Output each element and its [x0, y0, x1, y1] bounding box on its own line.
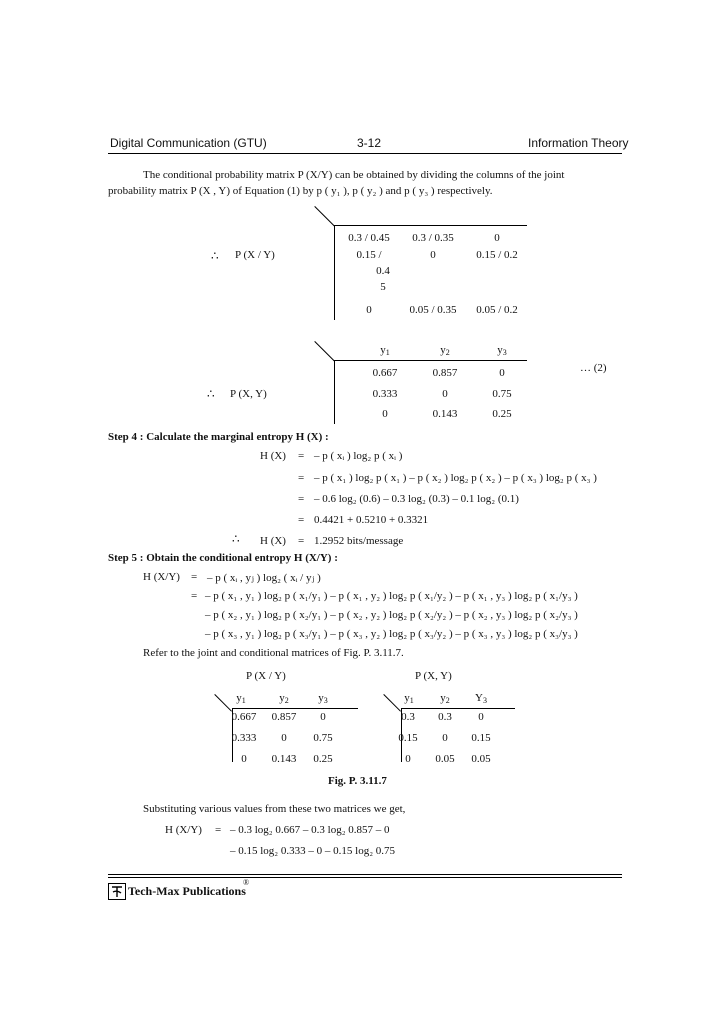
- figure-caption: Fig. P. 3.11.7: [328, 775, 387, 787]
- equals-sign: =: [191, 590, 198, 602]
- fig-cell: 0.143: [271, 753, 297, 765]
- substitution-line: – 0.3 log₂ 0.667 – 0.3 log₂ 0.857 – 0: [230, 824, 390, 836]
- step-5-line: – p ( xᵢ , yⱼ ) log₂ ( xᵢ / yⱼ ): [207, 572, 321, 584]
- matrix-corner-diagonal: [314, 341, 335, 362]
- matrix-cell: 0: [499, 367, 505, 379]
- matrix-cell: 0.25: [492, 408, 512, 420]
- equals-sign: =: [215, 824, 222, 836]
- matrix-corner-diagonal: [314, 206, 335, 227]
- equals-sign: =: [298, 514, 305, 526]
- fig-head: $y_2$: [279, 692, 289, 705]
- step-4-heading: Step 4 : Calculate the marginal entropy H (X) :: [108, 431, 329, 443]
- equals-sign: =: [298, 493, 305, 505]
- matrix-cell: 0: [494, 232, 500, 244]
- substitution-lhs: H (X/Y): [165, 824, 202, 836]
- matrix-cell: 0: [442, 388, 448, 400]
- registered-mark: ®: [243, 878, 250, 887]
- fig-right-label: P (X, Y): [415, 670, 452, 682]
- matrix-cell: 0.15 /: [356, 249, 382, 261]
- header-page-number: 3-12: [357, 136, 382, 150]
- step-4-result: 1.2952 bits/message: [314, 535, 404, 547]
- equals-sign: =: [191, 571, 198, 583]
- matrix-cell: 0.333: [372, 388, 398, 400]
- step-5-heading: Step 5 : Obtain the conditional entropy H (X/Y) :: [108, 552, 338, 564]
- equals-sign: =: [298, 472, 305, 484]
- matrix-joint-label: P (X, Y): [230, 388, 267, 400]
- fig-head: $y_2$: [440, 692, 450, 705]
- fig-cell: 0.15: [398, 732, 418, 744]
- footer-rule: [108, 877, 622, 878]
- fig-cell: 0.25: [313, 753, 333, 765]
- matrix-cell: 0: [430, 249, 436, 261]
- matrix-head: $y_1$: [380, 344, 390, 357]
- fig-head: $y_1$: [404, 692, 414, 705]
- matrix-cell: 0: [366, 304, 372, 316]
- fig-cell: 0.857: [271, 711, 297, 723]
- therefore-symbol: ∴: [232, 532, 240, 546]
- matrix-cell: 0.05 / 0.35: [409, 304, 457, 316]
- fig-cell: 0.333: [231, 732, 257, 744]
- matrix-cell: 0.15 / 0.2: [476, 249, 518, 261]
- fig-cell: 0: [478, 711, 484, 723]
- fig-cell: 0.3: [438, 711, 452, 723]
- step-4-lhs: H (X): [260, 450, 286, 462]
- matrix-cell: 0: [382, 408, 388, 420]
- therefore-symbol: ∴: [207, 387, 215, 401]
- intro-line-2: probability matrix P (X , Y) of Equation (1) by p ( y₁ ), p ( y₂ ) and p ( y₃ ) respectively.: [108, 185, 493, 197]
- matrix-head: $y_2$: [440, 344, 450, 357]
- matrix-left-rule: [334, 225, 335, 320]
- step-4-line: – p ( xᵢ ) log₂ p ( xᵢ ): [314, 450, 403, 462]
- step-4-lhs: H (X): [260, 535, 286, 547]
- matrix-cell: 0.667: [372, 367, 398, 379]
- substitution-intro: Substituting various values from these two matrices we get,: [143, 803, 406, 815]
- fig-head: $Y_3$: [475, 692, 487, 705]
- fig-cell: 0: [405, 753, 411, 765]
- fig-top-rule: [232, 708, 358, 709]
- header-right: Information Theory: [528, 136, 629, 150]
- fig-cell: 0.75: [313, 732, 333, 744]
- matrix-top-rule: [334, 225, 527, 226]
- step-4-line: – 0.6 log₂ (0.6) – 0.3 log₂ (0.3) – 0.1 log₂ (0.1): [314, 493, 519, 505]
- equation-number: … (2): [580, 362, 607, 374]
- fig-top-rule: [401, 708, 515, 709]
- equals-sign: =: [298, 450, 305, 462]
- fig-cell: 0.3: [401, 711, 415, 723]
- matrix-cell: 0.05 / 0.2: [476, 304, 518, 316]
- fig-left-label: P (X / Y): [246, 670, 286, 682]
- fig-cell: 0: [442, 732, 448, 744]
- step-5-line: – p ( x₂ , y₁ ) log₂ p ( x₂/y₁ ) – p ( x₂ , y₂ ) log₂ p ( x₂/y₂ ) – p ( x₂ , y₃ ) log₂ p ( x₂/y₃ ): [205, 609, 578, 621]
- matrix-cell: 0.857: [432, 367, 458, 379]
- substitution-line: – 0.15 log₂ 0.333 – 0 – 0.15 log₂ 0.75: [230, 845, 396, 857]
- footer-rule: [108, 874, 622, 875]
- fig-head: $y_3$: [318, 692, 328, 705]
- matrix-cell: 0.3 / 0.35: [412, 232, 454, 244]
- therefore-symbol: ∴: [211, 249, 219, 263]
- fig-cell: 0.05: [471, 753, 491, 765]
- fig-head: $y_1$: [236, 692, 246, 705]
- matrix-left-rule: [334, 360, 335, 424]
- step-5-refer: Refer to the joint and conditional matrices of Fig. P. 3.11.7.: [143, 647, 404, 659]
- matrix-cell-wrap: 0.4: [376, 265, 390, 277]
- intro-line-1: The conditional probability matrix P (X/Y) can be obtained by dividing the columns of the joint: [143, 169, 565, 181]
- step-5-line: – p ( x₁ , y₁ ) log₂ p ( x₁/y₁ ) – p ( x₁ , y₂ ) log₂ p ( x₁/y₂ ) – p ( x₁ , y₃ ) log₂ p ( x₁/y₃ ): [205, 590, 578, 602]
- fig-cell: 0: [320, 711, 326, 723]
- step-4-line: – p ( x₁ ) log₂ p ( x₁ ) – p ( x₂ ) log₂ p ( x₂ ) – p ( x₃ ) log₂ p ( x₃ ): [314, 472, 597, 484]
- matrix-cell: 0.75: [492, 388, 512, 400]
- matrix-cell: 0.3 / 0.45: [348, 232, 390, 244]
- step-4-line: 0.4421 + 0.5210 + 0.3321: [314, 514, 429, 526]
- header-left: Digital Communication (GTU): [110, 136, 267, 150]
- matrix-cell: 0.143: [432, 408, 458, 420]
- step-5-lhs: H (X/Y): [143, 571, 180, 583]
- fig-cell: 0: [281, 732, 287, 744]
- fig-cell: 0.15: [471, 732, 491, 744]
- fig-cell: 0.05: [435, 753, 455, 765]
- equals-sign: =: [298, 535, 305, 547]
- fig-cell: 0: [241, 753, 247, 765]
- fig-cell: 0.667: [231, 711, 257, 723]
- publisher-name: Tech-Max Publications: [128, 884, 246, 898]
- matrix-top-rule: [334, 360, 527, 361]
- publisher-logo-icon: [108, 883, 126, 900]
- matrix-head: $y_3$: [497, 344, 507, 357]
- matrix-cell-wrap: 5: [380, 281, 386, 293]
- step-5-line: – p ( x₃ , y₁ ) log₂ p ( x₃/y₁ ) – p ( x₃ , y₂ ) log₂ p ( x₃/y₂ ) – p ( x₃ , y₃ ) log₂ p ( x₃/y₃ ): [205, 628, 578, 640]
- matrix-xy-label: P (X / Y): [235, 249, 275, 261]
- header-rule: [108, 153, 622, 154]
